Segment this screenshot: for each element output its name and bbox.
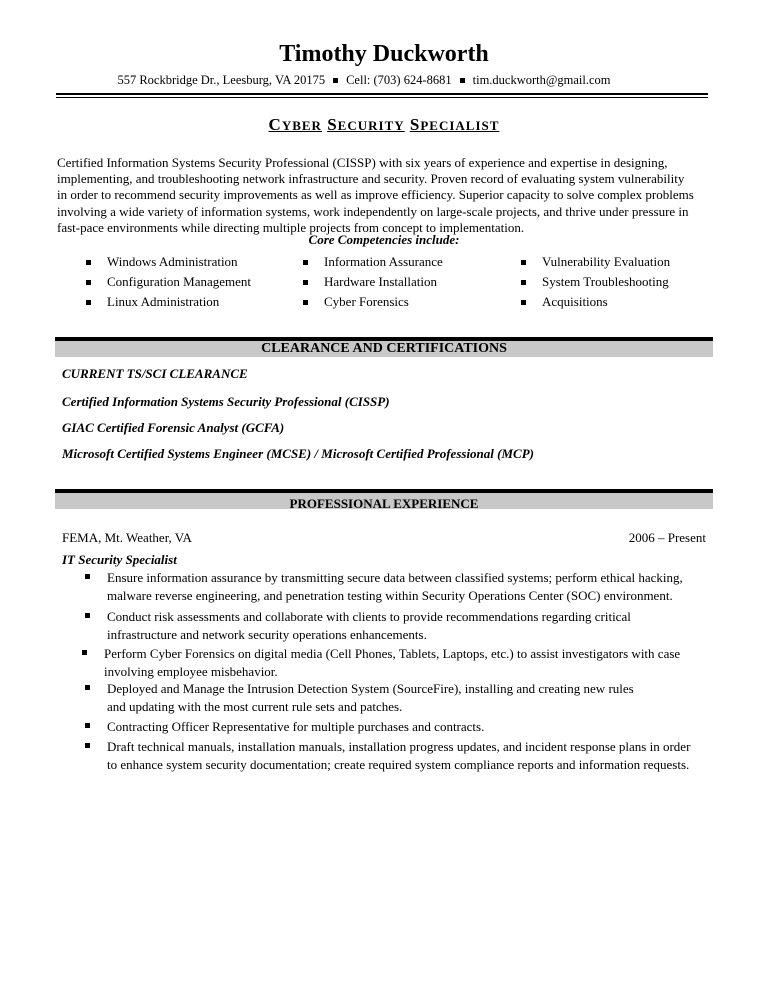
duty-bullet xyxy=(104,645,680,681)
title-cap: S xyxy=(327,115,338,134)
clearance-item: CURRENT TS/SCI CLEARANCE xyxy=(62,366,248,381)
duty-bullet xyxy=(107,569,683,605)
competency-item xyxy=(521,294,670,310)
competency-column-3 xyxy=(521,254,670,310)
bullet-icon xyxy=(85,685,90,690)
candidate-name: Timothy Duckworth xyxy=(279,41,489,67)
email: tim.duckworth@gmail.com xyxy=(472,73,611,87)
competency-item xyxy=(86,274,251,290)
duty-line: and updating with the most current rule sets and patches. xyxy=(107,699,403,714)
bullet-icon xyxy=(86,260,91,265)
cell-phone: Cell: (703) 624-8681 xyxy=(346,73,452,87)
clearance-heading: CLEARANCE AND CERTIFICATIONS xyxy=(261,341,507,356)
bullet-icon xyxy=(86,280,91,285)
duty-line: Perform Cyber Forensics on digital media (Cell Phones, Tablets, Laptops, etc.) to assist investigators with case xyxy=(104,646,681,661)
duty-line: malware reverse engineering, and penetration testing within Security Operations Center (SOC) environment. xyxy=(107,588,673,603)
summary-paragraph xyxy=(57,155,717,236)
address: 557 Rockbridge Dr., Leesburg, VA 20175 xyxy=(117,73,326,87)
duty-line: Conduct risk assessments and collaborate with clients to provide recommendations regarding critical xyxy=(107,609,631,624)
bullet-icon xyxy=(303,260,308,265)
bullet-icon xyxy=(85,723,90,728)
duty-line: Contracting Officer Representative for multiple purchases and contracts. xyxy=(107,719,485,734)
summary-line: in order to recommend security improvements as well as improve efficiency. Superior capacity to solve complex problems xyxy=(57,187,694,203)
duty-line: involving employee misbehavior. xyxy=(104,664,278,679)
job-title: IT Security Specialist xyxy=(62,552,177,567)
competency-item xyxy=(521,274,670,290)
bullet-icon xyxy=(86,300,91,305)
competency-label: Vulnerability Evaluation xyxy=(542,254,671,269)
duty-line: Deployed and Manage the Intrusion Detection System (SourceFire), installing and creating new rules xyxy=(107,681,634,696)
title-cap: S xyxy=(409,115,421,134)
duty-bullet xyxy=(107,680,634,716)
competency-item xyxy=(303,274,443,290)
competency-item xyxy=(86,294,251,310)
certification-item: Microsoft Certified Systems Engineer (MCSE) / Microsoft Certified Professional (MCP) xyxy=(62,446,534,461)
experience-heading: PROFESSIONAL EXPERIENCE xyxy=(289,496,479,511)
competency-label: Linux Administration xyxy=(107,294,220,309)
bullet-separator-icon xyxy=(460,78,465,83)
bullet-icon xyxy=(85,613,90,618)
summary-line: implementing, and troubleshooting network infrastructure and security. Proven record of evaluating system vulnerability xyxy=(57,171,685,187)
summary-line: Certified Information Systems Security Professional (CISSP) with six years of experience and expertise in designing, xyxy=(57,155,668,170)
title-rest: ECURITY xyxy=(337,118,405,133)
competency-label: System Troubleshooting xyxy=(542,274,669,289)
competency-label: Cyber Forensics xyxy=(324,294,409,309)
bullet-icon xyxy=(85,574,90,579)
bullet-icon xyxy=(82,650,87,655)
bullet-icon xyxy=(303,280,308,285)
competency-item xyxy=(521,254,670,270)
employment-dates: 2006 – Present xyxy=(628,530,706,545)
duty-bullet xyxy=(107,608,631,644)
competency-label: Configuration Management xyxy=(107,274,252,289)
bullet-separator-icon xyxy=(333,78,338,83)
competency-column-1 xyxy=(86,254,251,310)
duty-bullet xyxy=(107,738,690,774)
competency-label: Hardware Installation xyxy=(324,274,437,289)
competency-label: Windows Administration xyxy=(107,254,238,269)
competency-label: Information Assurance xyxy=(324,254,443,269)
competency-item xyxy=(303,254,443,270)
contact-line xyxy=(0,72,728,88)
title-rest: YBER xyxy=(281,118,322,133)
bullet-icon xyxy=(303,300,308,305)
competency-item xyxy=(86,254,251,270)
bullet-icon xyxy=(521,300,526,305)
summary-line: involving a wide variety of information systems, work independently on large-scale projects, and thrive under pressure in xyxy=(57,203,689,219)
competency-item xyxy=(303,294,443,310)
competencies-heading: Core Competencies include: xyxy=(308,232,460,247)
bullet-icon xyxy=(521,280,526,285)
competency-label: Acquisitions xyxy=(542,294,608,309)
header-rule xyxy=(56,93,708,95)
bullet-icon xyxy=(85,743,90,748)
resume-title xyxy=(0,114,768,137)
duty-line: Draft technical manuals, installation manuals, installation progress updates, and incident response plans in order xyxy=(107,739,691,754)
duty-line: infrastructure and network security operations enhancements. xyxy=(107,627,427,642)
certification-item: GIAC Certified Forensic Analyst (GCFA) xyxy=(62,420,285,435)
title-cap: C xyxy=(268,115,282,134)
duty-bullet xyxy=(107,718,484,736)
title-rest: PECIALIST xyxy=(420,118,500,133)
duty-line: Ensure information assurance by transmitting secure data between classified systems; perform ethical hacking, xyxy=(107,570,683,585)
bullet-icon xyxy=(521,260,526,265)
summary-line: fast-pace environments while directing multiple projects from concept to implementation. xyxy=(57,219,525,235)
competency-column-2 xyxy=(303,254,443,310)
certification-item: Certified Information Systems Security Professional (CISSP) xyxy=(62,394,390,409)
employer: FEMA, Mt. Weather, VA xyxy=(62,530,192,545)
header-rule-thin xyxy=(56,97,708,98)
duty-line: to enhance system security documentation; create required system compliance reports and information requests. xyxy=(107,757,690,772)
